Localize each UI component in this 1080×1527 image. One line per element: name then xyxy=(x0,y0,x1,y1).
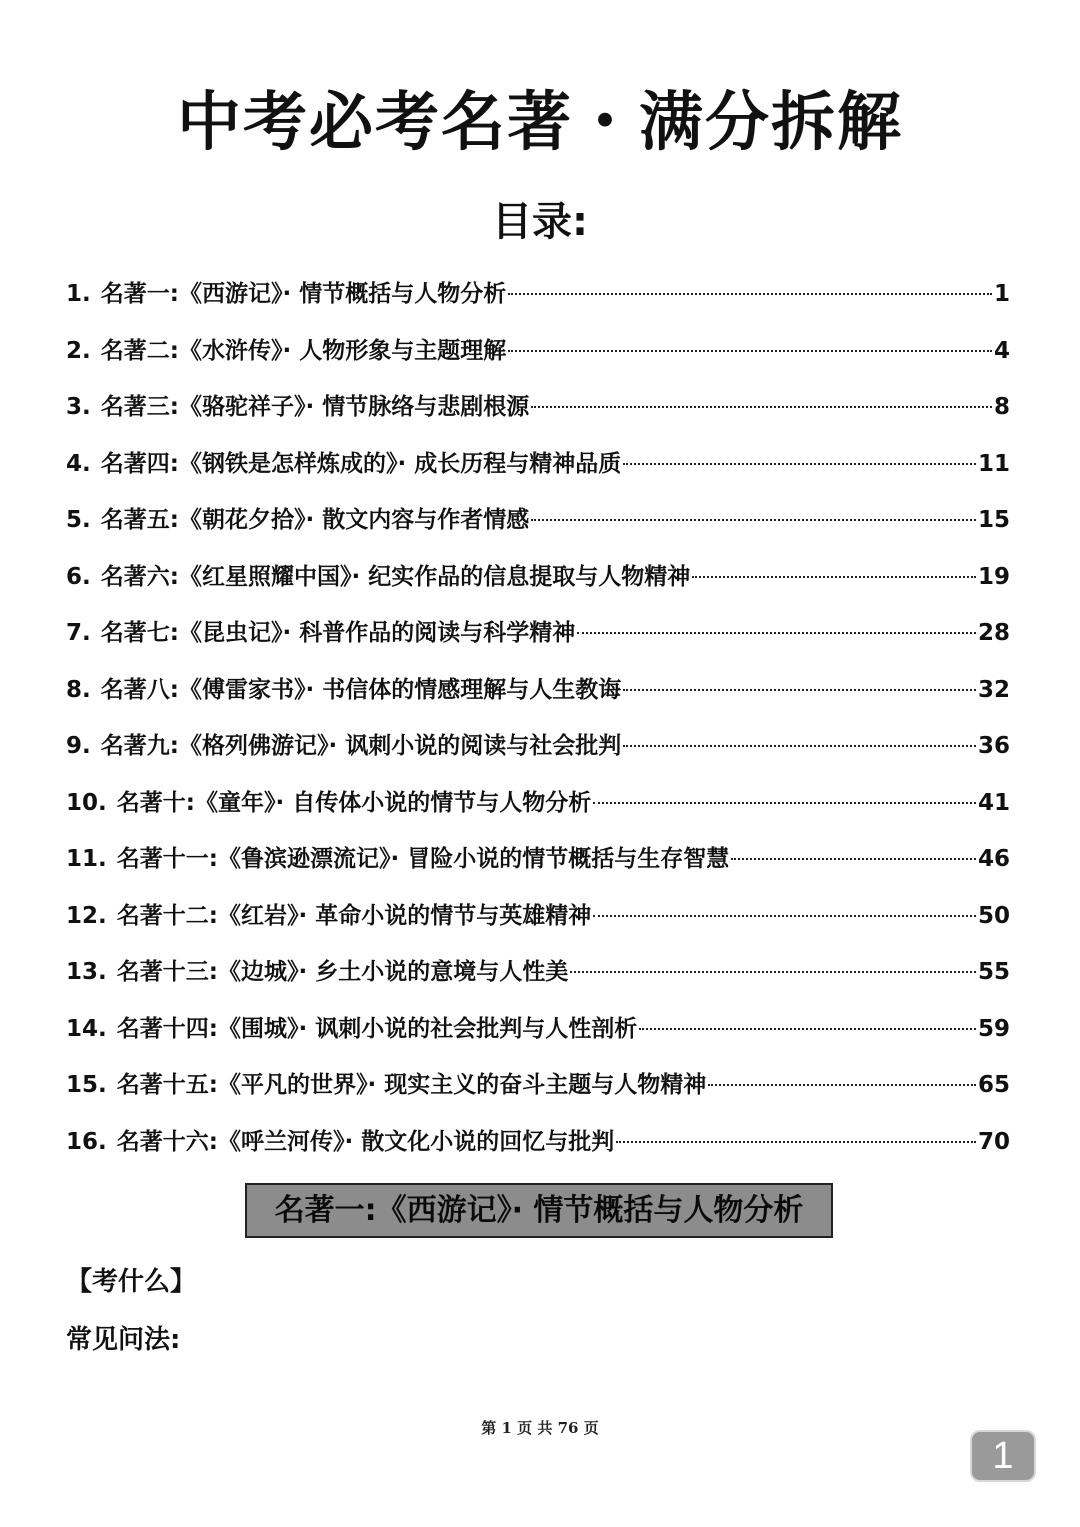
toc-entry-title: 名著六:《红星照耀中国》· 纪实作品的信息提取与人物精神 xyxy=(100,563,691,590)
toc-leader-dots xyxy=(708,1084,976,1086)
toc-entry-1[interactable] xyxy=(66,266,1010,323)
what-is-tested-heading: 【考什么】 xyxy=(66,1267,197,1297)
toc-leader-dots xyxy=(593,802,976,804)
common-questions-heading: 常见问法: xyxy=(66,1325,181,1355)
toc-leader-dots xyxy=(623,689,976,691)
section-banner: 名著一:《西游记》· 情节概括与人物分析 xyxy=(245,1183,833,1238)
toc-entry-title: 名著三:《骆驼祥子》· 情节脉络与悲剧根源 xyxy=(100,394,530,420)
toc-entry-number: 4. xyxy=(66,450,91,477)
toc-entry-11[interactable] xyxy=(66,831,1010,888)
toc-entry-title: 名著十:《童年》· 自传体小说的情节与人物分析 xyxy=(116,789,592,816)
toc-entry-8[interactable] xyxy=(66,662,1010,719)
toc-leader-dots xyxy=(508,293,992,295)
toc-entry-number: 2. xyxy=(66,337,91,364)
toc-entry-10[interactable] xyxy=(66,775,1010,832)
toc-entry-number: 14. xyxy=(66,1015,107,1042)
toc-entry-title: 名著十四:《围城》· 讽刺小说的社会批判与人性剖析 xyxy=(116,1015,638,1042)
toc-entry-2[interactable] xyxy=(66,323,1010,380)
table-of-contents xyxy=(66,266,1010,1170)
toc-entry-page: 65 xyxy=(977,1072,1010,1098)
toc-entry-number: 7. xyxy=(66,620,91,646)
toc-entry-6[interactable] xyxy=(66,549,1010,606)
toc-entry-title: 名著一:《西游记》· 情节概括与人物分析 xyxy=(100,281,507,307)
toc-entry-title: 名著十六:《呼兰河传》· 散文化小说的回忆与批判 xyxy=(116,1128,615,1155)
page-footer: 第 1 页 共 76 页 xyxy=(481,1419,599,1437)
toc-entry-title: 名著八:《傅雷家书》· 书信体的情感理解与人生教诲 xyxy=(100,676,622,703)
toc-entry-14[interactable] xyxy=(66,1001,1010,1058)
toc-entry-number: 5. xyxy=(66,507,91,533)
toc-entry-title: 名著十五:《平凡的世界》· 现实主义的奋斗主题与人物精神 xyxy=(116,1072,707,1098)
toc-entry-page: 4 xyxy=(993,337,1010,364)
toc-entry-7[interactable] xyxy=(66,605,1010,662)
toc-entry-5[interactable] xyxy=(66,492,1010,549)
toc-entry-page: 1 xyxy=(993,281,1010,307)
toc-leader-dots xyxy=(508,350,992,352)
toc-entry-page: 55 xyxy=(977,959,1010,985)
page-number-badge[interactable]: 1 xyxy=(970,1430,1036,1482)
toc-entry-number: 13. xyxy=(66,959,107,985)
toc-entry-title: 名著四:《钢铁是怎样炼成的》· 成长历程与精神品质 xyxy=(100,450,622,477)
toc-entry-title: 名著九:《格列佛游记》· 讽刺小说的阅读与社会批判 xyxy=(100,733,622,759)
toc-entry-number: 15. xyxy=(66,1072,107,1098)
toc-entry-number: 1. xyxy=(66,281,91,307)
toc-leader-dots xyxy=(577,632,976,634)
toc-entry-title: 名著十二:《红岩》· 革命小说的情节与英雄精神 xyxy=(116,902,592,929)
toc-entry-title: 名著十一:《鲁滨逊漂流记》· 冒险小说的情节概括与生存智慧 xyxy=(116,846,730,872)
toc-entry-title: 名著二:《水浒传》· 人物形象与主题理解 xyxy=(100,337,507,364)
toc-entry-number: 3. xyxy=(66,394,91,420)
toc-entry-page: 50 xyxy=(977,902,1010,929)
toc-entry-number: 6. xyxy=(66,563,91,590)
toc-heading: 目录: xyxy=(492,199,588,245)
toc-entry-number: 11. xyxy=(66,846,107,872)
toc-leader-dots xyxy=(692,576,976,578)
toc-leader-dots xyxy=(731,858,976,860)
toc-entry-page: 36 xyxy=(977,733,1010,759)
toc-entry-page: 59 xyxy=(977,1015,1010,1042)
document-title: 中考必考名著・满分拆解 xyxy=(177,86,903,160)
toc-leader-dots xyxy=(639,1028,976,1030)
toc-entry-title: 名著七:《昆虫记》· 科普作品的阅读与科学精神 xyxy=(100,620,576,646)
toc-entry-page: 19 xyxy=(977,563,1010,590)
toc-entry-9[interactable] xyxy=(66,718,1010,775)
toc-entry-page: 15 xyxy=(977,507,1010,533)
toc-entry-3[interactable] xyxy=(66,379,1010,436)
toc-entry-page: 41 xyxy=(977,789,1010,816)
toc-entry-page: 70 xyxy=(977,1128,1010,1155)
toc-entry-title: 名著五:《朝花夕拾》· 散文内容与作者情感 xyxy=(100,507,530,533)
toc-leader-dots xyxy=(531,519,976,521)
toc-entry-15[interactable] xyxy=(66,1057,1010,1114)
toc-entry-page: 32 xyxy=(977,676,1010,703)
toc-entry-number: 16. xyxy=(66,1128,107,1155)
toc-entry-number: 10. xyxy=(66,789,107,816)
toc-entry-page: 28 xyxy=(977,620,1010,646)
toc-entry-4[interactable] xyxy=(66,436,1010,493)
toc-entry-title: 名著十三:《边城》· 乡土小说的意境与人性美 xyxy=(116,959,569,985)
toc-leader-dots xyxy=(623,463,976,465)
toc-leader-dots xyxy=(616,1141,976,1143)
toc-leader-dots xyxy=(531,406,992,408)
toc-entry-number: 12. xyxy=(66,902,107,929)
toc-leader-dots xyxy=(623,745,976,747)
toc-entry-page: 46 xyxy=(977,846,1010,872)
toc-entry-number: 9. xyxy=(66,733,91,759)
toc-entry-13[interactable] xyxy=(66,944,1010,1001)
toc-entry-number: 8. xyxy=(66,676,91,703)
toc-entry-page: 8 xyxy=(993,394,1010,420)
toc-entry-16[interactable] xyxy=(66,1114,1010,1171)
toc-entry-12[interactable] xyxy=(66,888,1010,945)
toc-entry-page: 11 xyxy=(977,450,1010,477)
toc-leader-dots xyxy=(570,971,976,973)
toc-leader-dots xyxy=(593,915,976,917)
